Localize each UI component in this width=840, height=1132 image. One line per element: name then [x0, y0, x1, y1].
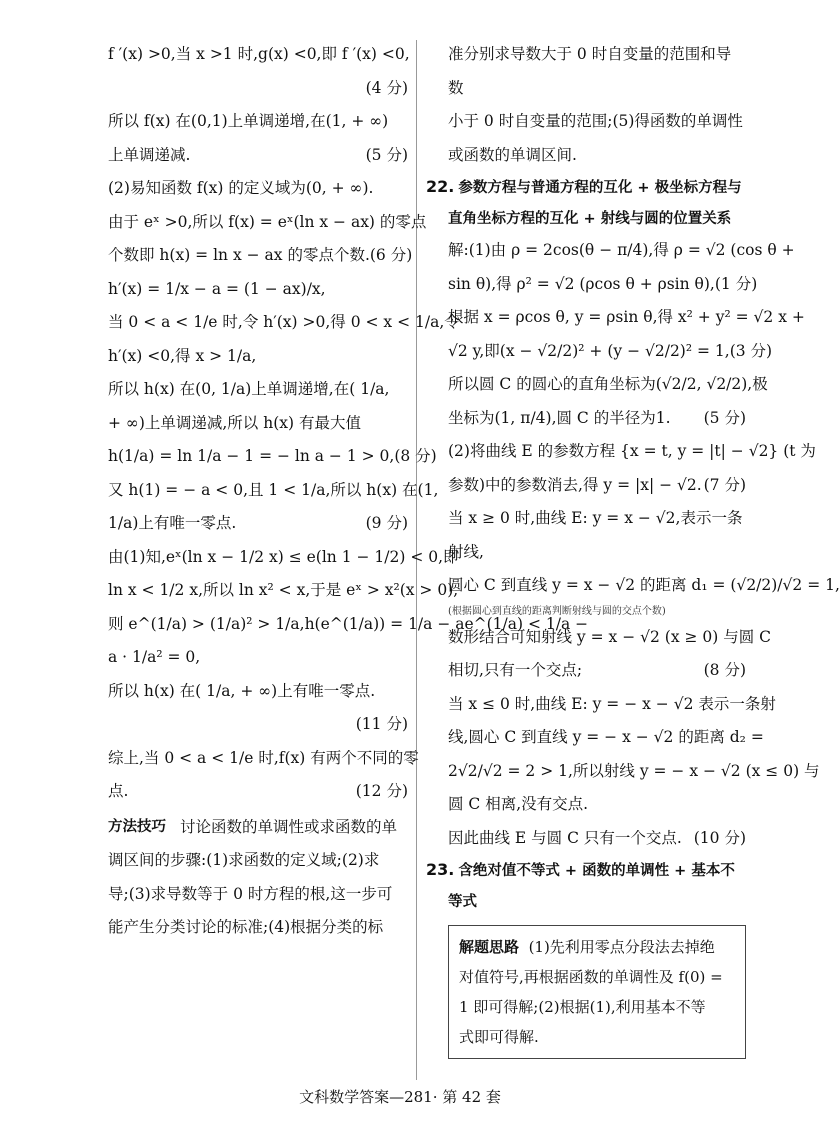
line-text: 又 h(1) = − a < 0,且 1 < 1/a,所以 h(x) 在(1, [108, 480, 439, 499]
text-line [448, 402, 746, 436]
score-label: (8 分) [394, 447, 437, 465]
text-line [448, 621, 772, 655]
text-line [448, 569, 840, 603]
text-line [448, 654, 746, 688]
text-line [108, 641, 408, 675]
text-line [448, 755, 820, 789]
line-text: + ∞)上单调递减,所以 h(x) 有最大值 [108, 413, 361, 432]
line-text: a · 1/a² = 0, [108, 648, 201, 666]
line-text: 相切,只有一个交点; [448, 661, 583, 679]
text-line [108, 742, 419, 776]
method-continued [428, 38, 746, 172]
text-line [108, 206, 427, 240]
q22-solution-2 [448, 621, 820, 856]
q22-number: 22. [426, 177, 455, 196]
method-line: 调区间的步骤:(1)求函数的定义域;(2)求 [108, 851, 380, 869]
box-line: (1)先利用零点分段法去掉绝 [528, 938, 715, 956]
question-22 [426, 172, 840, 855]
text-line [108, 373, 408, 407]
q23-number: 23. [426, 860, 455, 879]
line-text: 当 x ≥ 0 时,曲线 E: y = x − √2,表示一条 [448, 509, 743, 527]
text-line [448, 721, 764, 755]
q22-note: (根据圆心到直线的距离判断射线与圆的交点个数) [448, 605, 666, 617]
line-text: 圆 C 相离,没有交点. [448, 795, 589, 813]
score-label: (8 分) [703, 661, 746, 679]
text-line: 或函数的单调区间. [448, 145, 577, 164]
line-text: 因此曲线 E 与圆 C 只有一个交点. [448, 828, 682, 847]
score-label: (3 分) [729, 341, 773, 360]
line-text: h′(x) = 1/x − a = (1 − ax)/x, [108, 279, 326, 298]
method-tips [108, 811, 408, 945]
text-line [108, 541, 459, 575]
text-line [108, 105, 408, 139]
score-label: (1 分) [714, 274, 758, 293]
line-text: f ′(x) >0,当 x >1 时,g(x) <0,即 f ′(x) <0, [108, 45, 410, 63]
method-line: 能产生分类讨论的标准;(4)根据分类的标 [108, 918, 384, 936]
line-text: (2)将曲线 E 的参数方程 {x = t, y = |t| − √2} (t 为 [448, 442, 816, 460]
box-line: 对值符号,再根据函数的单调性及 f(0) = [459, 968, 723, 986]
text-line [108, 273, 408, 307]
text-line [108, 440, 437, 474]
line-text: 参数)中的参数消去,得 y = |x| − √2. [448, 475, 702, 494]
text-line [108, 574, 459, 608]
score-label: (11 分) [355, 715, 408, 733]
text-line [108, 675, 408, 709]
text-line [108, 507, 408, 541]
text-line [448, 469, 746, 503]
text-line [448, 368, 768, 402]
line-text: 个数即 h(x) = ln x − ax 的零点个数. [108, 246, 370, 264]
text-line [448, 822, 746, 856]
score-label: (4 分) [365, 78, 408, 97]
text-line [108, 608, 589, 642]
text-line [108, 407, 408, 441]
line-text: 圆心 C 到直线 y = x − √2 的距离 d₁ = (√2/2)/√2 = 1, [448, 576, 840, 594]
page-footer: 文科数学答案—281· 第 42 套 [299, 1088, 501, 1106]
box-title: 解题思路 [459, 938, 520, 956]
text-line [448, 536, 746, 570]
score-label: (10 分) [693, 828, 746, 847]
text-line [108, 139, 408, 173]
box-line: 1 即可得解;(2)根据(1),利用基本不等 [459, 998, 706, 1016]
text-line [448, 301, 805, 335]
text-line [108, 775, 408, 809]
line-text: 所以 f(x) 在(0,1)上单调递增,在(1, + ∞) [108, 112, 389, 130]
solution-idea-box [448, 925, 746, 1059]
text-line [108, 708, 408, 742]
method-line: 导;(3)求导数等于 0 时方程的根,这一步可 [108, 884, 393, 903]
q22-solution [448, 234, 840, 603]
q23-heading [426, 855, 746, 917]
score-label: (5 分) [365, 145, 408, 164]
line-text: h(1/a) = ln 1/a − 1 = − ln a − 1 > 0, [108, 447, 395, 465]
text-line [448, 268, 758, 302]
line-text: 解:(1)由 ρ = 2cos(θ − π/4),得 ρ = √2 (cos θ + [448, 241, 795, 259]
method-line: 讨论函数的单调性或求函数的单 [180, 817, 398, 836]
text-line [108, 38, 408, 72]
line-text: 线,圆心 C 到直线 y = − x − √2 的距离 d₂ = [448, 728, 764, 746]
text-line [108, 172, 408, 206]
line-text: h′(x) <0,得 x > 1/a, [108, 346, 257, 365]
line-text: 1/a)上有唯一零点. [108, 514, 237, 532]
line-text: 所以圆 C 的圆心的直角坐标为(√2/2, √2/2),极 [448, 375, 768, 393]
text-line [108, 239, 413, 273]
box-line: 式即可得解. [459, 1028, 539, 1046]
line-text: 当 0 < a < 1/e 时,令 h′(x) >0,得 0 < x < 1/a,令 [108, 313, 460, 331]
line-text: 坐标为(1, π/4),圆 C 的半径为1. [448, 408, 671, 427]
text-line [448, 788, 746, 822]
method-title: 方法技巧 [108, 818, 166, 835]
line-text: (2)易知函数 f(x) 的定义域为(0, + ∞). [108, 179, 374, 197]
score-label: (9 分) [365, 514, 408, 532]
line-text: 综上,当 0 < a < 1/e 时,f(x) 有两个不同的零 [108, 748, 419, 767]
score-label: (5 分) [703, 408, 746, 427]
score-label: (12 分) [355, 782, 408, 800]
text-line [108, 340, 408, 374]
text-line [448, 688, 776, 722]
line-text: 射线, [448, 542, 484, 561]
line-text: 数形结合可知射线 y = x − √2 (x ≥ 0) 与圆 C [448, 627, 772, 646]
score-label: (6 分) [369, 246, 413, 264]
line-text: √2 y,即(x − √2/2)² + (y − √2/2)² = 1, [448, 341, 730, 360]
line-text: 点. [108, 782, 129, 800]
line-text: ln x < 1/2 x,所以 ln x² < x,于是 eˣ > x²(x > 0), [108, 581, 459, 599]
text-line [448, 234, 795, 268]
line-text: 由于 eˣ >0,所以 f(x) = eˣ(ln x − ax) 的零点 [108, 212, 427, 231]
text-line [448, 502, 746, 536]
text-line [108, 474, 439, 508]
text-line: 小于 0 时自变量的范围;(5)得函数的单调性 [448, 112, 743, 130]
line-text: 2√2/√2 = 2 > 1,所以射线 y = − x − √2 (x ≤ 0) 与 [448, 761, 820, 780]
line-text: 则 e^(1/a) > (1/a)² > 1/a,h(e^(1/a)) = 1/a − ae^(1/a) < 1/a − [108, 614, 589, 633]
text-line [448, 335, 773, 369]
line-text: sin θ),得 ρ² = √2 (ρcos θ + ρsin θ), [448, 274, 715, 293]
question-23 [428, 855, 746, 1059]
text-line [108, 306, 460, 340]
q22-title: 参数方程与普通方程的互化 + 极坐标方程与直角坐标方程的互化 + 射线与圆的位置关系 [448, 180, 742, 227]
text-line [448, 435, 816, 469]
text-line: 准分别求导数大于 0 时自变量的范围和导数 [448, 45, 732, 97]
q23-title: 含绝对值不等式 + 函数的单调性 + 基本不等式 [448, 863, 735, 910]
line-text: 所以 h(x) 在( 1/a, + ∞)上有唯一零点. [108, 681, 376, 700]
text-line [108, 72, 408, 106]
line-text: 根据 x = ρcos θ, y = ρsin θ,得 x² + y² = √2 x + [448, 308, 805, 326]
line-text: 由(1)知,eˣ(ln x − 1/2 x) ≤ e(ln 1 − 1/2) < 0,即 [108, 547, 459, 566]
q22-heading [426, 172, 746, 234]
right-column [426, 38, 840, 1059]
score-label: (7 分) [703, 475, 746, 494]
line-text: 所以 h(x) 在(0, 1/a)上单调递增,在( 1/a, [108, 380, 390, 398]
line-text: 上单调递减. [108, 145, 191, 164]
line-text: 当 x ≤ 0 时,曲线 E: y = − x − √2 表示一条射 [448, 694, 776, 713]
